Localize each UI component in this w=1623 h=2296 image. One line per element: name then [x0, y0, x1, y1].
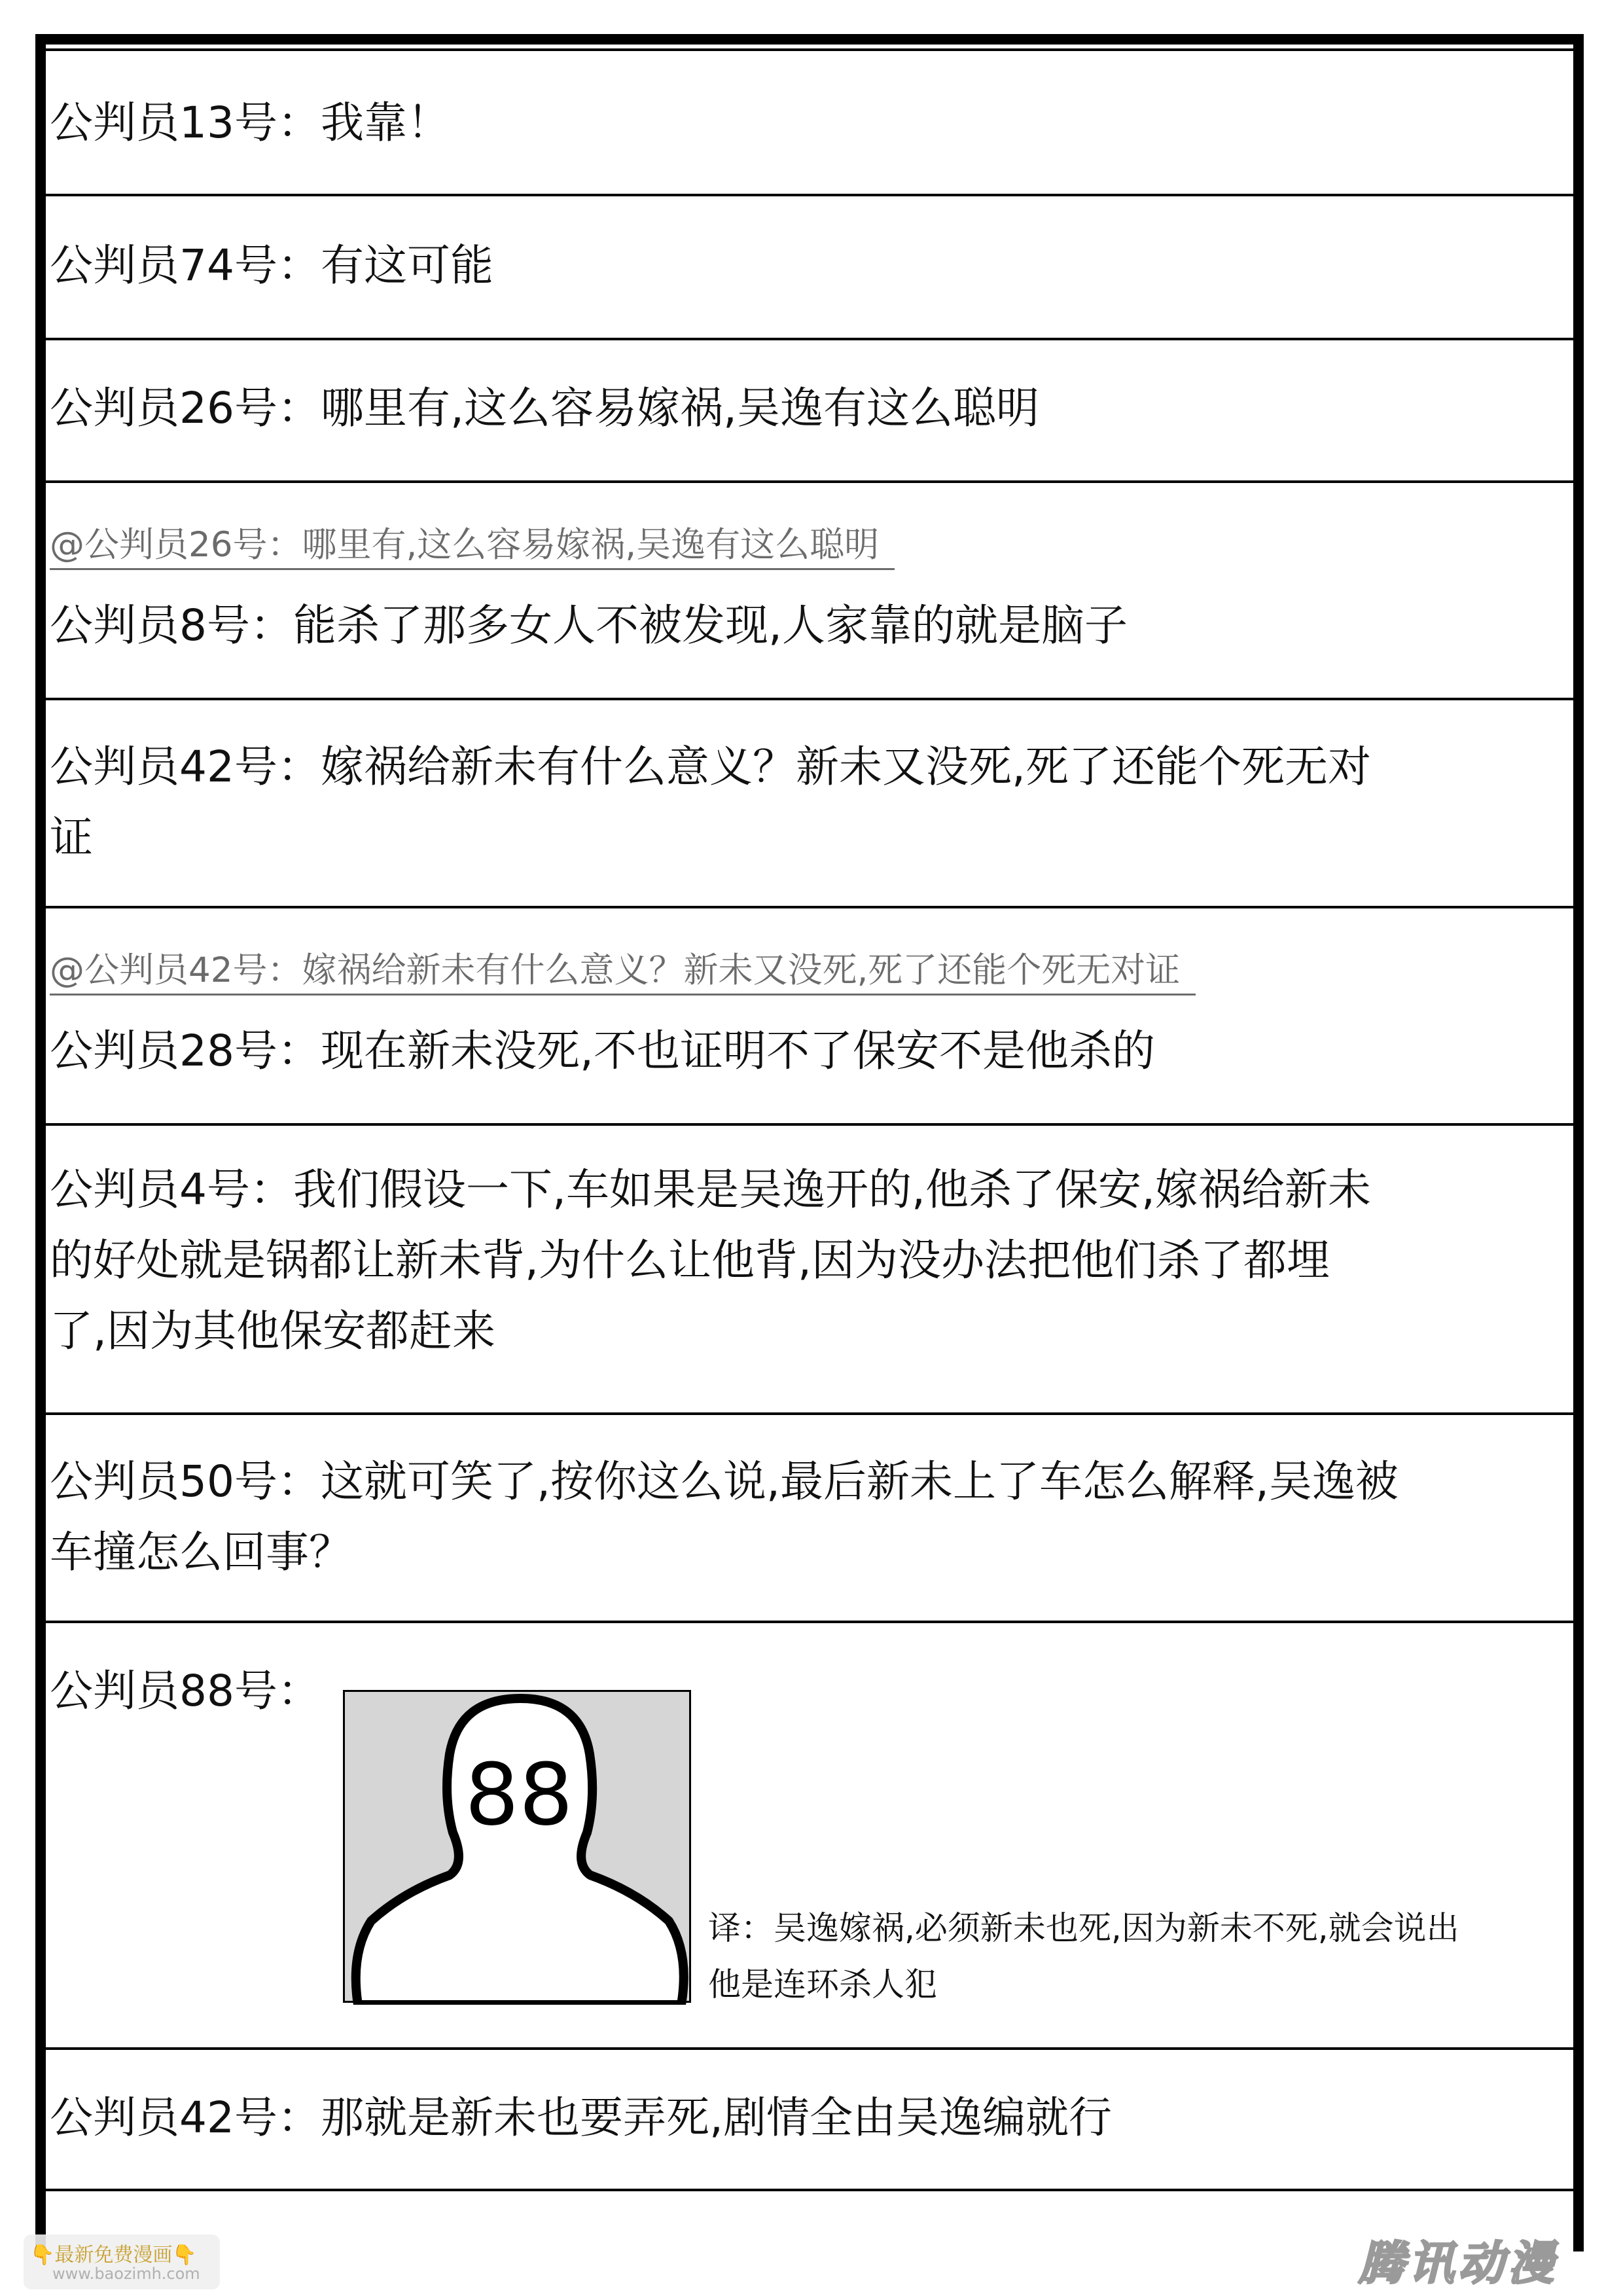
watermark-left-url: www.baozimh.com	[52, 2265, 200, 2283]
divider	[43, 698, 1582, 700]
avatar	[343, 1690, 691, 2003]
comment-text: 公判员4号：我们假设一下,车如果是吴逸开的,他杀了保安,嫁祸给新未	[50, 1164, 1371, 1215]
divider	[43, 480, 1582, 483]
watermark-logo: 腾讯动漫	[1359, 2236, 1558, 2290]
comment-text: 公判员42号：那就是新未也要弄死,剧情全由吴逸编就行	[50, 2092, 1112, 2143]
comment-text: 公判员8号：能杀了那多女人不被发现,人家靠的就是脑子	[50, 600, 1128, 651]
comment-text: 车撞怎么回事？	[50, 1527, 352, 1577]
divider	[43, 48, 1582, 51]
comment-text: 公判员42号：嫁祸给新未有什么意义？新未又没死,死了还能个死无对	[50, 742, 1371, 792]
divider	[43, 2047, 1582, 2050]
translation-text: 译：吴逸嫁祸,必须新未也死,因为新未不死,就会说出	[708, 1909, 1459, 1947]
divider	[43, 1621, 1582, 1623]
comment-text: 的好处就是锅都让新未背,为什么让他背,因为没办法把他们杀了都埋	[50, 1235, 1330, 1285]
avatar-number: 88	[465, 1745, 573, 1844]
frame-left-line	[43, 48, 46, 2228]
comment-text: 公判员26号：哪里有,这么容易嫁祸,吴逸有这么聪明	[50, 383, 1039, 433]
divider	[43, 338, 1582, 340]
comment-text: 公判员50号：这就可笑了,按你这么说,最后新未上了车怎么解释,吴逸被	[50, 1456, 1399, 1507]
comment-text: 了,因为其他保安都赶来	[50, 1306, 495, 1356]
reply-quote[interactable]: @公判员26号：哪里有,这么容易嫁祸,吴逸有这么聪明	[50, 522, 895, 570]
comment-text: 公判员74号：有这可能	[50, 240, 493, 291]
comment-text: 公判员28号：现在新未没死,不也证明不了保安不是他杀的	[50, 1026, 1155, 1076]
comment-text: 公判员88号：	[50, 1666, 321, 1716]
divider	[43, 1123, 1582, 1126]
divider	[43, 906, 1582, 908]
comment-text: 证	[50, 812, 93, 863]
watermark-left-title: 👇最新免费漫画👇	[30, 2244, 197, 2267]
comment-text: 公判员13号：我靠！	[50, 98, 450, 148]
watermark-left[interactable]	[24, 2234, 220, 2289]
reply-quote[interactable]: @公判员42号：嫁祸给新未有什么意义？新未又没死,死了还能个死无对证	[50, 948, 1196, 996]
frame-right-line	[1580, 48, 1582, 2228]
divider	[43, 194, 1582, 196]
divider	[43, 1412, 1582, 1415]
divider	[43, 2189, 1582, 2191]
person-silhouette-icon	[345, 1692, 693, 2005]
translation-text: 他是连环杀人犯	[708, 1965, 937, 2003]
